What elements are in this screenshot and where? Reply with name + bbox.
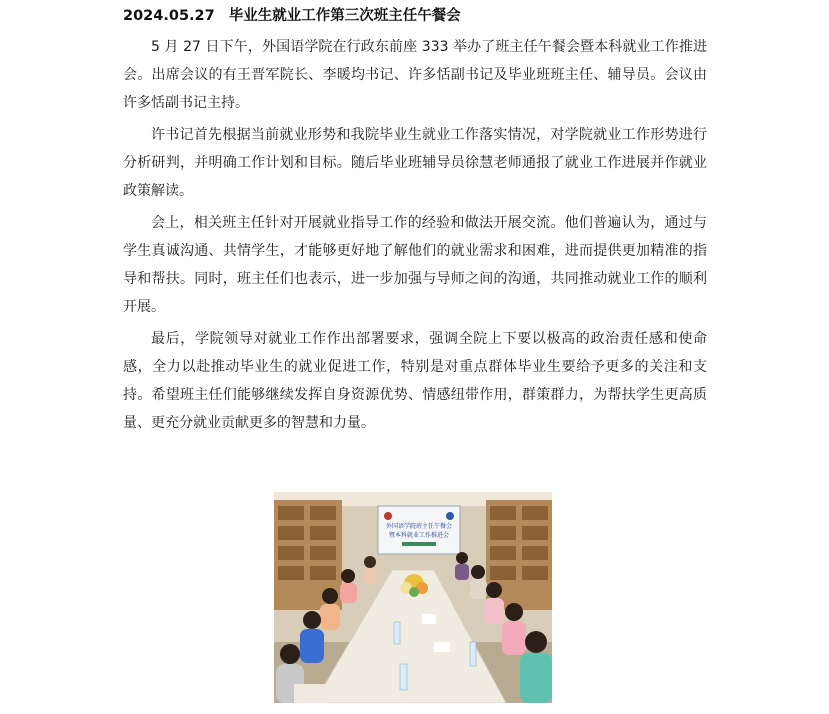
article-date: 2024.05.27 bbox=[123, 8, 215, 24]
screen-caption-line2: 暨本科就业工作推进会 bbox=[388, 532, 450, 539]
meeting-photo bbox=[274, 492, 552, 703]
meeting-photo-illustration bbox=[274, 492, 552, 703]
article-paragraph-2: 许书记首先根据当前就业形势和我院毕业生就业工作落实情况，对学院就业工作形势进行分析研判，并明确工作计划和目标。随后毕业班辅导员徐慧老师通报了就业工作进展并作就业政策解读。 bbox=[123, 127, 707, 199]
article-title bbox=[123, 0, 707, 28]
screen-caption-line1: 外国语学院班主任午餐会 bbox=[385, 523, 453, 530]
article-paragraph-4: 最后，学院领导对就业工作作出部署要求，强调全院上下要以极高的政治责任感和使命感，全力以赴推动毕业生的就业促进工作，特别是对重点群体毕业生要给予更多的关注和支持。希望班主任们能够继续发挥自身资源优势、情感纽带作用，群策群力，为帮扶学生更高质量、更充分就业贡献更多的智慧和力量。 bbox=[123, 331, 707, 431]
article-title-text: 毕业生就业工作第三次班主任午餐会 bbox=[228, 8, 461, 24]
article-paragraph-3: 会上，相关班主任针对开展就业指导工作的经验和做法开展交流。他们普遍认为，通过与学生真诚沟通、共情学生，才能够更好地了解他们的就业需求和困难，进而提供更加精准的指导和帮扶。同时，班主任们也表示，进一步加强与导师之间的沟通，共同推动就业工作的顺利开展。 bbox=[123, 215, 707, 315]
article-paragraph-1: 5 月 27 日下午，外国语学院在行政东前座 333 举办了班主任午餐会暨本科就业工作推进会。出席会议的有王晋军院长、李暖均书记、许多恬副书记及毕业班班主任、辅导员。会议由许多恬副书记主持。 bbox=[123, 39, 707, 111]
news-article bbox=[123, 0, 707, 441]
